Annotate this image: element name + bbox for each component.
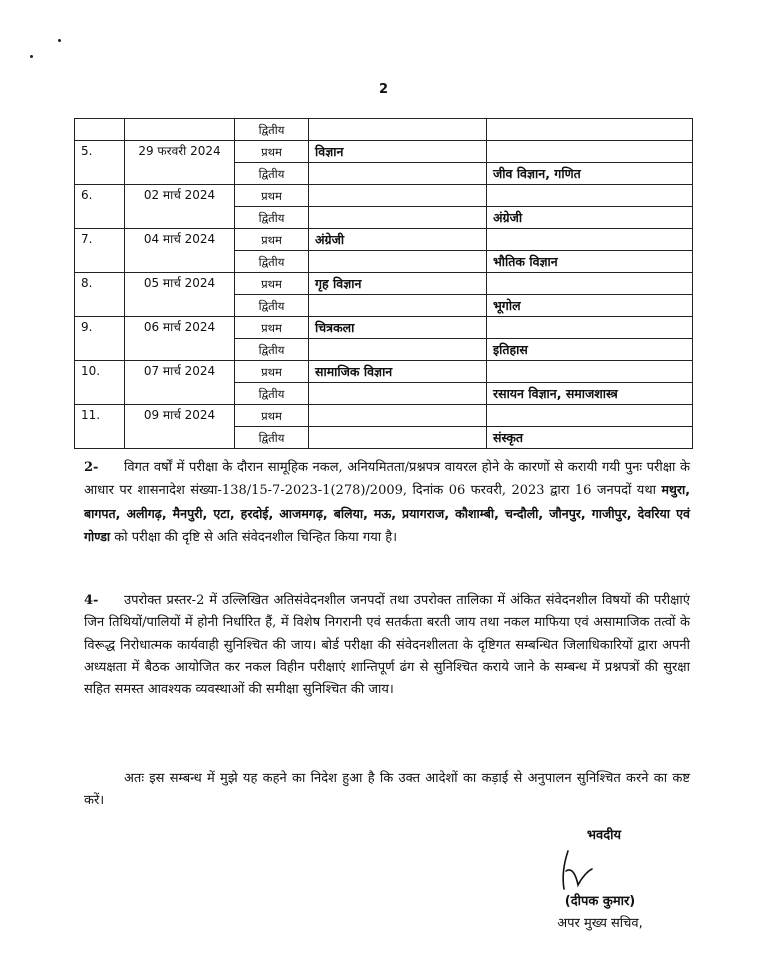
- high-school-subject-cell: सामाजिक विज्ञान: [309, 361, 487, 383]
- exam-date-cell: [125, 119, 235, 141]
- shift-cell: प्रथम: [235, 361, 309, 383]
- table-row: [75, 317, 693, 339]
- serial-number-cell: 11.: [75, 405, 125, 449]
- serial-number-cell: 10.: [75, 361, 125, 405]
- intermediate-subject-cell: भूगोल: [487, 295, 693, 317]
- shift-cell: द्वितीय: [235, 119, 309, 141]
- intermediate-subject-cell: [487, 119, 693, 141]
- intermediate-subject-cell: [487, 273, 693, 295]
- high-school-subject-cell: [309, 119, 487, 141]
- shift-cell: द्वितीय: [235, 339, 309, 361]
- scan-speck: [58, 39, 61, 42]
- intermediate-subject-cell: जीव विज्ञान, गणित: [487, 163, 693, 185]
- shift-cell: प्रथम: [235, 405, 309, 427]
- high-school-subject-cell: गृह विज्ञान: [309, 273, 487, 295]
- shift-cell: द्वितीय: [235, 295, 309, 317]
- intermediate-subject-cell: भौतिक विज्ञान: [487, 251, 693, 273]
- shift-cell: प्रथम: [235, 273, 309, 295]
- high-school-subject-cell: [309, 185, 487, 207]
- high-school-subject-cell: अंग्रेजी: [309, 229, 487, 251]
- high-school-subject-cell: [309, 383, 487, 405]
- exam-date-cell: 29 फरवरी 2024: [125, 141, 235, 185]
- high-school-subject-cell: चित्रकला: [309, 317, 487, 339]
- paragraph-4: [84, 590, 690, 701]
- intermediate-subject-cell: रसायन विज्ञान, समाजशास्त्र: [487, 383, 693, 405]
- signatory-name: (दीपक कुमार): [564, 894, 636, 909]
- serial-number-cell: 9.: [75, 317, 125, 361]
- shift-cell: द्वितीय: [235, 251, 309, 273]
- shift-cell: द्वितीय: [235, 207, 309, 229]
- high-school-subject-cell: [309, 163, 487, 185]
- paragraph-2: [84, 457, 690, 549]
- exam-date-cell: 06 मार्च 2024: [125, 317, 235, 361]
- intermediate-subject-cell: [487, 361, 693, 383]
- exam-schedule-table: [74, 118, 693, 449]
- paragraph-text: को परीक्षा की दृष्टि से अति संवेदनशील चिन्हित किया गया है।: [114, 529, 398, 545]
- signature-block: [530, 825, 670, 935]
- regards-text: भवदीय: [586, 828, 622, 843]
- serial-number-cell: 7.: [75, 229, 125, 273]
- shift-cell: प्रथम: [235, 185, 309, 207]
- table-row: [75, 405, 693, 427]
- exam-date-cell: 05 मार्च 2024: [125, 273, 235, 317]
- table-row: [75, 141, 693, 163]
- exam-date-cell: 02 मार्च 2024: [125, 185, 235, 229]
- serial-number-cell: 8.: [75, 273, 125, 317]
- serial-number-cell: 6.: [75, 185, 125, 229]
- shift-cell: द्वितीय: [235, 427, 309, 449]
- intermediate-subject-cell: संस्कृत: [487, 427, 693, 449]
- paragraph-text: विगत वर्षों में परीक्षा के दौरान सामूहिक नकल, अनियमितता/प्रश्नपत्र वायरल होने के कारणों से करायी गयी पुनः परीक्षा के आधार पर शासनादेश संख्या-138/15-7-2023-1(278)/2009, दिनांक 06 फरवरी, 2023 द्वारा 16 जनपदों यथा: [84, 460, 690, 499]
- handwritten-signature-icon: [554, 847, 624, 891]
- intermediate-subject-cell: [487, 141, 693, 163]
- sensitive-districts: मथुरा, बागपत, अलीगढ़, मैनपुरी, एटा, हरदोई, आजमगढ़, बलिया, मऊ, प्रयागराज, कौशाम्बी, चन्दौली, जौनपुर, गाजीपुर, देवरिया एवं गोण्डा: [84, 482, 690, 544]
- table-row: [75, 229, 693, 251]
- high-school-subject-cell: [309, 339, 487, 361]
- intermediate-subject-cell: अंग्रेजी: [487, 207, 693, 229]
- serial-number-cell: [75, 119, 125, 141]
- high-school-subject-cell: [309, 405, 487, 427]
- scan-speck: [30, 55, 33, 58]
- high-school-subject-cell: [309, 295, 487, 317]
- high-school-subject-cell: [309, 251, 487, 273]
- exam-date-cell: 04 मार्च 2024: [125, 229, 235, 273]
- paragraph-number: 2-: [84, 460, 99, 475]
- signatory-designation: अपर मुख्य सचिव,: [557, 916, 643, 931]
- page-number: 2: [379, 82, 389, 97]
- table-row: [75, 361, 693, 383]
- high-school-subject-cell: [309, 207, 487, 229]
- paragraph-number: 4-: [84, 593, 99, 608]
- table-row: [75, 119, 693, 141]
- shift-cell: द्वितीय: [235, 163, 309, 185]
- shift-cell: प्रथम: [235, 229, 309, 251]
- shift-cell: प्रथम: [235, 141, 309, 163]
- shift-cell: द्वितीय: [235, 383, 309, 405]
- paragraph-text: उपरोक्त प्रस्तर-2 में उल्लिखित अतिसंवेदनशील जनपदों तथा उपरोक्त तालिका में अंकित संवेदनशील विषयों की परीक्षाएं जिन तिथियों/पालियों में होनी निर्धारित हैं, में विशेष निगरानी एवं सतर्कता बरती जाय तथा नकल माफिया एवं असामाजिक तत्वों के विरूद्ध निरोधात्मक कार्यवाही सुनिश्चित की जाय। बोर्ड परीक्षा की संवेदनशीलता के दृष्टिगत सम्बन्धित जिलाधिकारियों द्वारा अपनी अध्यक्षता में बैठक आयोजित कर नकल विहीन परीक्षाएं शान्तिपूर्ण ढंग से सुनिश्चित कराये जाने के सम्बन्ध में प्रश्नपत्रों की सुरक्षा सहित समस्त आवश्यक व्यवस्थाओं की समीक्षा सुनिश्चित की जाय।: [84, 593, 690, 698]
- closing-text: अतः इस सम्बन्ध में मुझे यह कहने का निदेश हुआ है कि उक्त आदेशों का कड़ाई से अनुपालन सुनिश्चित करने का कष्ट करें।: [84, 771, 690, 809]
- intermediate-subject-cell: [487, 185, 693, 207]
- table-row: [75, 185, 693, 207]
- exam-date-cell: 09 मार्च 2024: [125, 405, 235, 449]
- shift-cell: प्रथम: [235, 317, 309, 339]
- intermediate-subject-cell: इतिहास: [487, 339, 693, 361]
- high-school-subject-cell: विज्ञान: [309, 141, 487, 163]
- intermediate-subject-cell: [487, 317, 693, 339]
- closing-paragraph: [84, 768, 690, 813]
- high-school-subject-cell: [309, 427, 487, 449]
- intermediate-subject-cell: [487, 405, 693, 427]
- intermediate-subject-cell: [487, 229, 693, 251]
- serial-number-cell: 5.: [75, 141, 125, 185]
- table-row: [75, 273, 693, 295]
- exam-date-cell: 07 मार्च 2024: [125, 361, 235, 405]
